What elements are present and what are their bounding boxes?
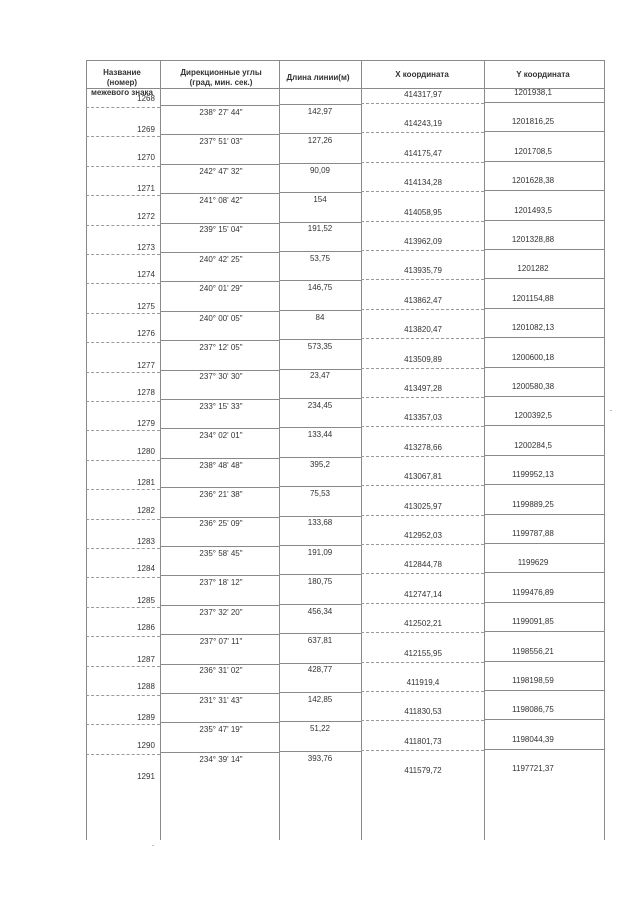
y-coordinate-cell: 1199091,85 xyxy=(512,617,554,627)
column-divider xyxy=(604,60,605,840)
y-coordinate-cell: 1201493,5 xyxy=(514,205,552,215)
row-separator xyxy=(279,516,361,517)
row-separator xyxy=(361,632,484,633)
row-separator xyxy=(484,631,604,632)
y-coordinate-cell: 1200392,5 xyxy=(514,411,552,421)
row-separator xyxy=(160,311,279,312)
row-separator xyxy=(361,426,484,427)
row-separator xyxy=(279,398,361,399)
row-separator xyxy=(484,719,604,720)
y-coordinate-cell: 1201282 xyxy=(517,264,549,274)
row-separator xyxy=(279,633,361,634)
row-separator xyxy=(160,281,279,282)
row-separator xyxy=(484,661,604,662)
row-separator xyxy=(86,166,160,167)
x-coordinate-cell: 412952,03 xyxy=(404,531,442,540)
row-separator xyxy=(86,519,160,520)
row-separator xyxy=(361,750,484,751)
directional-angle-cell: 233° 15' 33" xyxy=(199,401,243,411)
y-coordinate-cell: 1201328,88 xyxy=(511,235,555,244)
row-separator xyxy=(484,131,604,132)
row-separator xyxy=(160,105,279,106)
row-separator xyxy=(160,634,279,635)
row-separator xyxy=(484,572,604,573)
row-separator xyxy=(484,425,604,426)
x-coordinate-cell: 412747,14 xyxy=(404,589,442,599)
y-coordinate-cell: 1199476,89 xyxy=(512,587,554,597)
point-name-cell: 1285 xyxy=(137,595,155,605)
x-coordinate-cell: 413509,89 xyxy=(404,354,442,364)
y-coordinate-cell: 1198556,21 xyxy=(512,646,554,656)
point-name-cell: 1283 xyxy=(137,537,155,546)
row-separator xyxy=(484,602,604,603)
row-separator xyxy=(86,225,160,226)
line-length-cell: 23,47 xyxy=(309,371,331,381)
y-coordinate-cell: 1197721,37 xyxy=(512,764,554,774)
row-separator xyxy=(160,370,279,371)
row-separator xyxy=(86,254,160,255)
x-coordinate-cell: 411919,4 xyxy=(406,678,440,687)
row-separator xyxy=(279,486,361,487)
y-coordinate-cell: 1199889,25 xyxy=(512,499,554,509)
row-separator xyxy=(361,250,484,251)
row-separator xyxy=(361,573,484,574)
row-separator xyxy=(160,693,279,694)
row-separator xyxy=(160,575,279,576)
row-separator xyxy=(361,221,484,222)
line-length-cell: 428,77 xyxy=(307,665,333,675)
line-length-cell: 456,34 xyxy=(307,606,333,616)
y-coordinate-cell: 1201628,38 xyxy=(511,176,555,186)
y-coordinate-cell: 1199952,13 xyxy=(512,470,554,480)
column-divider xyxy=(361,60,362,840)
y-coordinate-cell: 1200284,5 xyxy=(514,440,552,450)
scan-speck xyxy=(152,845,154,846)
x-coordinate-cell: 411801,73 xyxy=(404,736,442,746)
x-coordinate-cell: 414243,19 xyxy=(404,119,442,129)
y-coordinate-cell: 1201082,13 xyxy=(511,323,555,333)
row-separator xyxy=(361,691,484,692)
directional-angle-cell: 239° 15' 04" xyxy=(199,225,243,235)
row-separator xyxy=(86,577,160,578)
row-separator xyxy=(361,309,484,310)
row-separator xyxy=(484,514,604,515)
row-separator xyxy=(86,372,160,373)
row-separator xyxy=(279,104,361,105)
directional-angle-cell: 237° 07' 11" xyxy=(199,636,243,646)
y-coordinate-cell: 1199787,88 xyxy=(512,529,554,538)
y-coordinate-cell: 1201708,5 xyxy=(514,146,552,156)
row-separator xyxy=(361,103,484,104)
row-separator xyxy=(484,220,604,221)
point-name-cell: 1273 xyxy=(137,243,155,252)
x-coordinate-cell: 411579,72 xyxy=(404,766,442,776)
row-separator xyxy=(279,310,361,311)
line-length-cell: 51,22 xyxy=(309,724,331,734)
row-separator xyxy=(86,401,160,402)
row-separator xyxy=(361,662,484,663)
x-coordinate-cell: 412844,78 xyxy=(404,560,442,570)
row-separator xyxy=(361,485,484,486)
row-separator xyxy=(160,252,279,253)
x-coordinate-cell: 413497,28 xyxy=(404,384,442,393)
row-separator xyxy=(160,193,279,194)
row-separator xyxy=(86,313,160,314)
row-separator xyxy=(160,517,279,518)
x-coordinate-cell: 413820,47 xyxy=(404,325,442,335)
row-separator xyxy=(86,460,160,461)
x-coordinate-cell: 413962,09 xyxy=(404,237,442,246)
row-separator xyxy=(160,605,279,606)
directional-angle-cell: 231° 31' 43" xyxy=(199,695,243,705)
row-separator xyxy=(86,195,160,196)
line-length-cell: 53,75 xyxy=(309,253,331,263)
point-name-cell: 1289 xyxy=(137,713,155,723)
directional-angle-cell: 240° 00' 05" xyxy=(199,313,243,323)
row-separator xyxy=(279,133,361,134)
y-coordinate-cell: 1201816,25 xyxy=(511,117,555,127)
point-name-cell: 1279 xyxy=(137,419,155,429)
directional-angle-cell: 237° 12' 05" xyxy=(199,342,243,352)
row-separator xyxy=(160,399,279,400)
row-separator xyxy=(279,339,361,340)
header-y-coordinate: Y координата xyxy=(516,70,570,79)
line-length-cell: 395,2 xyxy=(309,459,331,469)
row-separator xyxy=(86,607,160,608)
point-name-cell: 1290 xyxy=(137,740,155,750)
y-coordinate-cell: 1201938,1 xyxy=(514,88,552,97)
row-separator xyxy=(279,369,361,370)
row-separator xyxy=(361,456,484,457)
x-coordinate-cell: 413935,79 xyxy=(404,266,442,276)
x-coordinate-cell: 414134,28 xyxy=(404,178,442,188)
directional-angle-cell: 240° 42' 25" xyxy=(199,254,243,264)
line-length-cell: 154 xyxy=(313,194,327,204)
row-separator xyxy=(279,721,361,722)
directional-angle-cell: 237° 30' 30" xyxy=(199,372,243,382)
point-name-cell: 1272 xyxy=(137,211,155,221)
row-separator xyxy=(361,720,484,721)
line-length-cell: 573,35 xyxy=(307,341,333,351)
point-name-cell: 1276 xyxy=(137,329,155,339)
row-separator xyxy=(86,489,160,490)
row-separator xyxy=(361,132,484,133)
row-separator xyxy=(160,487,279,488)
row-separator xyxy=(279,663,361,664)
point-name-cell: 1270 xyxy=(137,152,155,162)
row-separator xyxy=(361,603,484,604)
column-divider xyxy=(86,60,87,840)
row-separator xyxy=(86,548,160,549)
row-separator xyxy=(160,223,279,224)
directional-angle-cell: 241° 08' 42" xyxy=(199,195,243,205)
line-length-cell: 234,45 xyxy=(307,400,333,410)
row-separator xyxy=(279,545,361,546)
line-length-cell: 127,26 xyxy=(307,136,333,146)
row-separator xyxy=(86,342,160,343)
point-name-cell: 1271 xyxy=(137,184,155,194)
directional-angle-cell: 240° 01' 29" xyxy=(199,284,243,294)
row-separator xyxy=(160,340,279,341)
row-separator xyxy=(160,428,279,429)
point-name-cell: 1287 xyxy=(137,654,155,664)
row-separator xyxy=(160,164,279,165)
line-length-cell: 84 xyxy=(315,312,325,322)
directional-angle-cell: 235° 47' 19" xyxy=(199,725,243,735)
y-coordinate-cell: 1199629 xyxy=(517,558,549,568)
x-coordinate-cell: 413862,47 xyxy=(404,295,442,305)
directional-angle-cell: 242° 47' 32" xyxy=(199,166,243,176)
table-top-border xyxy=(86,60,604,61)
point-name-cell: 1280 xyxy=(137,446,155,456)
y-coordinate-cell: 1200600,18 xyxy=(511,352,555,362)
row-separator xyxy=(86,283,160,284)
point-name-cell: 1284 xyxy=(137,564,155,574)
row-separator xyxy=(279,163,361,164)
row-separator xyxy=(361,191,484,192)
x-coordinate-cell: 414317,97 xyxy=(404,90,442,99)
directional-angle-cell: 236° 25' 09" xyxy=(199,519,243,529)
row-separator xyxy=(160,752,279,753)
line-length-cell: 133,68 xyxy=(307,518,333,528)
point-name-cell: 1278 xyxy=(137,388,155,397)
row-separator xyxy=(484,249,604,250)
row-separator xyxy=(484,367,604,368)
line-length-cell: 637,81 xyxy=(307,635,333,645)
row-separator xyxy=(484,161,604,162)
row-separator xyxy=(361,162,484,163)
header-directional-angle: Дирекционные углы (град, мин. сек.) xyxy=(180,68,262,87)
x-coordinate-cell: 413067,81 xyxy=(404,472,442,482)
line-length-cell: 75,53 xyxy=(309,488,331,498)
x-coordinate-cell: 414058,95 xyxy=(404,207,442,217)
row-separator xyxy=(86,666,160,667)
row-separator xyxy=(484,396,604,397)
row-separator xyxy=(160,458,279,459)
row-separator xyxy=(86,136,160,137)
row-separator xyxy=(160,134,279,135)
row-separator xyxy=(279,251,361,252)
row-separator xyxy=(484,455,604,456)
directional-angle-cell: 238° 27' 44" xyxy=(199,107,243,117)
row-separator xyxy=(86,724,160,725)
row-separator xyxy=(86,695,160,696)
line-length-cell: 133,44 xyxy=(307,430,333,440)
point-name-cell: 1275 xyxy=(137,301,155,311)
row-separator xyxy=(484,337,604,338)
row-separator xyxy=(361,397,484,398)
row-separator xyxy=(279,692,361,693)
row-separator xyxy=(484,690,604,691)
line-length-cell: 142,97 xyxy=(307,106,333,116)
row-separator xyxy=(279,574,361,575)
x-coordinate-cell: 412502,21 xyxy=(404,619,442,629)
point-name-cell: 1281 xyxy=(137,478,155,488)
directional-angle-cell: 237° 51' 03" xyxy=(199,137,243,147)
y-coordinate-cell: 1200580,38 xyxy=(511,382,555,391)
row-separator xyxy=(484,308,604,309)
y-coordinate-cell: 1198044,39 xyxy=(512,734,554,744)
line-length-cell: 142,85 xyxy=(307,694,333,704)
point-name-cell: 1268 xyxy=(137,94,155,103)
directional-angle-cell: 234° 02' 01" xyxy=(199,431,243,441)
directional-angle-cell: 236° 31' 02" xyxy=(199,666,243,676)
header-point-name: Название (номер) межевого знака xyxy=(90,68,154,97)
row-separator xyxy=(279,457,361,458)
x-coordinate-cell: 413357,03 xyxy=(404,413,442,423)
y-coordinate-cell: 1198198,59 xyxy=(512,676,554,685)
row-separator xyxy=(86,636,160,637)
row-separator xyxy=(279,604,361,605)
directional-angle-cell: 237° 18' 12" xyxy=(199,578,243,588)
row-separator xyxy=(86,430,160,431)
row-separator xyxy=(279,427,361,428)
x-coordinate-cell: 412155,95 xyxy=(404,648,442,658)
row-separator xyxy=(484,102,604,103)
header-x-coordinate: X координата xyxy=(395,70,449,79)
row-separator xyxy=(160,546,279,547)
scan-speck xyxy=(610,410,612,411)
line-length-cell: 393,76 xyxy=(307,753,333,763)
row-separator xyxy=(279,192,361,193)
row-separator xyxy=(361,368,484,369)
y-coordinate-cell: 1198086,75 xyxy=(512,705,554,715)
header-line-length: Длина линии(м) xyxy=(286,73,350,82)
directional-angle-cell: 238° 48' 48" xyxy=(199,460,243,470)
row-separator xyxy=(484,278,604,279)
point-name-cell: 1291 xyxy=(137,772,155,782)
row-separator xyxy=(361,515,484,516)
row-separator xyxy=(160,664,279,665)
point-name-cell: 1269 xyxy=(137,125,155,135)
row-separator xyxy=(279,751,361,752)
point-name-cell: 1288 xyxy=(137,682,155,691)
line-length-cell: 191,52 xyxy=(307,224,333,234)
point-name-cell: 1277 xyxy=(137,360,155,370)
y-coordinate-cell: 1201154,88 xyxy=(512,293,554,303)
column-divider xyxy=(279,60,280,840)
row-separator xyxy=(279,280,361,281)
directional-angle-cell: 237° 32' 20" xyxy=(199,607,243,617)
row-separator xyxy=(86,107,160,108)
line-length-cell: 90,09 xyxy=(309,165,331,175)
row-separator xyxy=(86,754,160,755)
x-coordinate-cell: 411830,53 xyxy=(404,707,442,717)
x-coordinate-cell: 414175,47 xyxy=(404,148,442,158)
row-separator xyxy=(484,190,604,191)
directional-angle-cell: 235° 58' 45" xyxy=(199,548,243,558)
x-coordinate-cell: 413278,66 xyxy=(404,442,442,452)
point-name-cell: 1274 xyxy=(137,270,155,280)
row-separator xyxy=(361,338,484,339)
row-separator xyxy=(484,749,604,750)
point-name-cell: 1282 xyxy=(137,505,155,515)
directional-angle-cell: 234° 39' 14" xyxy=(199,754,243,764)
point-name-cell: 1286 xyxy=(137,623,155,633)
row-separator xyxy=(484,484,604,485)
row-separator xyxy=(279,222,361,223)
line-length-cell: 146,75 xyxy=(307,283,333,293)
row-separator xyxy=(361,544,484,545)
row-separator xyxy=(361,279,484,280)
row-separator xyxy=(484,543,604,544)
row-separator xyxy=(160,722,279,723)
line-length-cell: 191,09 xyxy=(307,547,333,557)
directional-angle-cell: 236° 21' 38" xyxy=(199,489,243,499)
line-length-cell: 180,75 xyxy=(307,577,333,587)
x-coordinate-cell: 413025,97 xyxy=(404,501,442,511)
